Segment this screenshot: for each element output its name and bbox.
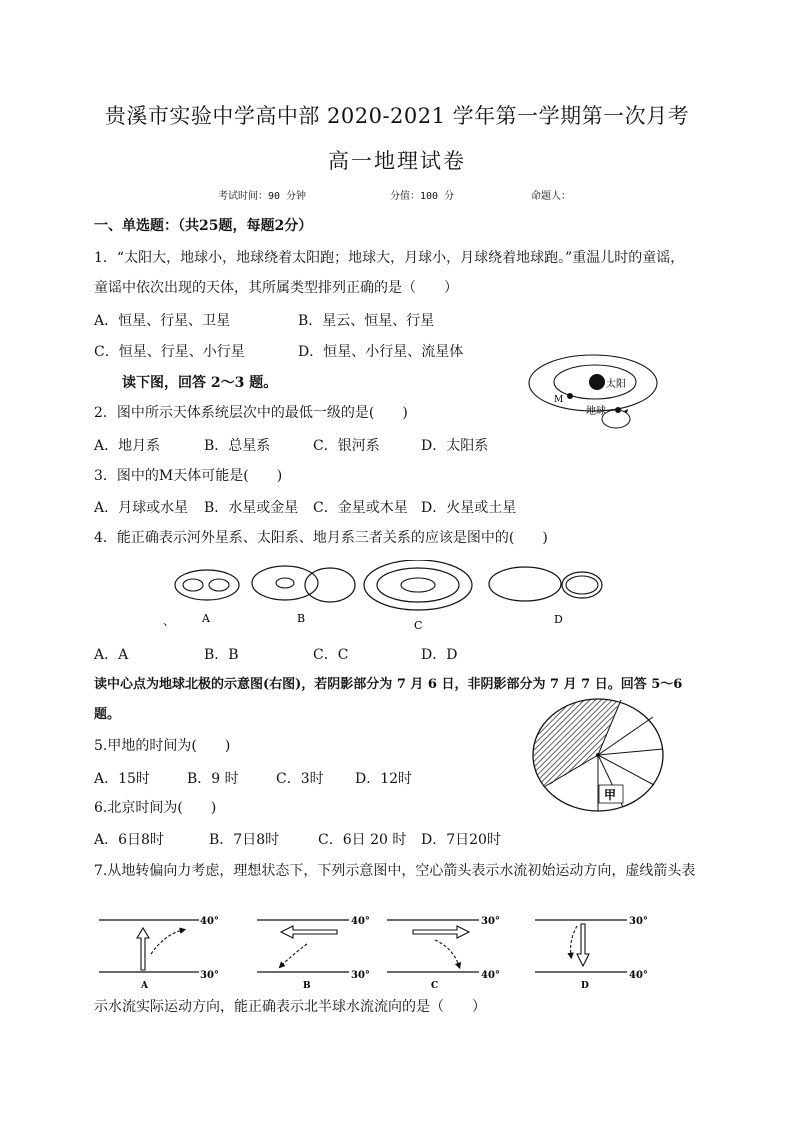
q6-option-a: A．6日8时 (94, 832, 164, 848)
svg-text:30°: 30° (629, 916, 648, 927)
q1-line2: 童谣中依次出现的天体，其所属类型排列正确的是（ ） (94, 280, 458, 296)
q6-option-b: B．7日8时 (209, 832, 280, 848)
fig-7d (535, 916, 648, 990)
svg-text:30°: 30° (481, 916, 500, 927)
solar-system-figure (525, 352, 665, 434)
q4-option-d: D．D (421, 647, 458, 663)
q4-option-c: C．C (313, 647, 349, 663)
q1-line1: 1．“太阳大，地球小，地球绕着太阳跑；地球大，月球小，月球绕着地球跑。”重温儿时的童谣， (94, 250, 685, 266)
q6-option-d: D．7日20时 (421, 832, 501, 848)
sun-dot (589, 374, 605, 390)
q1-option-c: C．恒星、行星、小行星 (94, 344, 245, 360)
q5-stem: 5.甲地的时间为( ) (94, 738, 231, 754)
q6-option-c: C．6日 20 时 (318, 832, 407, 848)
q2-option-c: C．银河系 (313, 438, 380, 454)
q2-option-b: B．总星系 (204, 438, 271, 454)
intro-q5-6-line1: 读中心点为地球北极的示意图(右图)，若阴影部分为 7 月 6 日，非阴影部分为 7 月 7 日。回答 5～6 (94, 677, 683, 692)
fig-d-label: D (554, 613, 563, 626)
fig-a-label: A (202, 612, 210, 625)
m-dot (567, 393, 573, 399)
svg-text:40°: 40° (481, 970, 500, 981)
coriolis-figure (95, 910, 665, 990)
fig-7a (99, 916, 219, 990)
q5-option-a: A．15时 (94, 771, 150, 787)
polar-label: 甲 (604, 788, 617, 802)
q3-stem: 3．图中的M天体可能是( ) (94, 468, 283, 484)
svg-text:40°: 40° (351, 916, 370, 927)
svg-text:40°: 40° (629, 970, 648, 981)
earth-dot (615, 407, 621, 413)
q3-option-d: D．火星或土星 (421, 500, 517, 516)
q7-line2: 示水流实际运动方向，能正确表示北半球水流流向的是（ ） (94, 999, 486, 1015)
fig-c-label: C (414, 619, 423, 632)
svg-text:D: D (581, 981, 589, 990)
svg-text:40°: 40° (200, 916, 219, 927)
sun-label: 太阳 (606, 379, 626, 390)
q4-stray-mark: 、 (163, 614, 176, 628)
intro-q2-3: 读下图，回答 2～3 题。 (122, 375, 278, 391)
q5-option-c: C．3时 (276, 771, 324, 787)
meta-time: 考试时间：90 分钟 (218, 191, 307, 202)
fig-b-label: B (297, 612, 306, 625)
m-label: M (554, 395, 564, 405)
q4-option-a: A．A (94, 647, 129, 663)
svg-text:30°: 30° (200, 970, 219, 981)
q4-stem: 4．能正确表示河外星系、太阳系、地月系三者关系的应该是图中的( ) (94, 530, 548, 546)
q4-option-b: B．B (204, 647, 239, 663)
q2-option-d: D．太阳系 (421, 438, 489, 454)
q1-option-a: A．恒星、行星、卫星 (94, 313, 231, 329)
q5-option-d: D．12时 (355, 771, 413, 787)
fig-7b (257, 916, 370, 990)
svg-text:B: B (303, 981, 311, 990)
intro-q5-6-line2: 题。 (94, 707, 121, 722)
fig-7c (387, 916, 500, 990)
q2-option-a: A．地月系 (94, 438, 161, 454)
q5-option-b: B．9 时 (187, 771, 239, 787)
north-pole-figure (530, 697, 666, 813)
svg-text:30°: 30° (351, 970, 370, 981)
q7-line1: 7.从地转偏向力考虑，理想状态下，下列示意图中，空心箭头表示水流初始运动方向，虚线箭头表 (94, 863, 696, 879)
q6-stem: 6.北京时间为( ) (94, 800, 217, 816)
q3-option-a: A．月球或水星 (94, 500, 189, 516)
section-heading: 一、单选题：（共25题，每题2分） (94, 218, 313, 234)
page-title: 贵溪市实验中学高中部 2020-2021 学年第一学期第一次月考 (104, 104, 690, 128)
svg-text:A: A (141, 981, 148, 990)
earth-label: 地球 (586, 406, 606, 417)
svg-text:C: C (431, 981, 439, 990)
q1-option-b: B．星云、恒星、行星 (298, 313, 435, 329)
page-subtitle: 高一地理试卷 (328, 149, 466, 173)
q3-option-c: C．金星或木星 (313, 500, 408, 516)
q2-stem: 2．图中所示天体系统层次中的最低一级的是( ) (94, 405, 408, 421)
q1-option-d: D．恒星、小行星、流星体 (298, 344, 464, 360)
galaxy-relation-figure (160, 560, 640, 632)
q3-option-b: B．水星或金星 (204, 500, 299, 516)
meta-author: 命题人： (531, 191, 571, 202)
meta-score: 分值：100 分 (390, 191, 455, 202)
